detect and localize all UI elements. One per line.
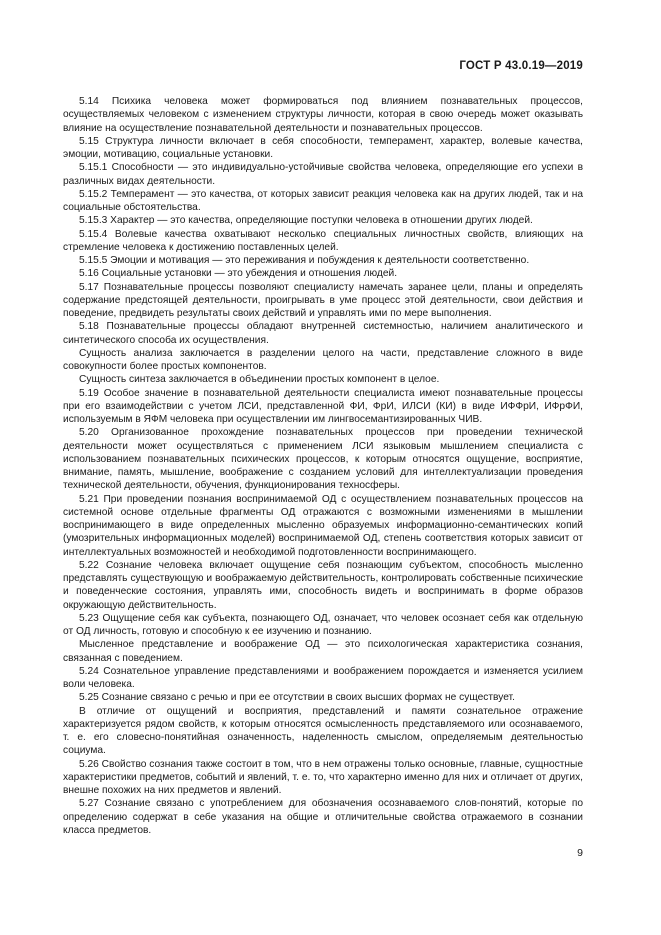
paragraph-consciousness-properties: В отличие от ощущений и восприятия, представлений и памяти сознательное отражение характеризуется рядом свойств, к которым относятся осмысленность представляемого или осознаваемого, т. е. его словесно-понятийная означенность, наделенность смыслом, определяемым деятельностью социума. [63, 705, 583, 757]
paragraph-5-16: 5.16 Социальные установки — это убеждения и отношения людей. [79, 268, 398, 280]
paragraph-5-20: 5.20 Организованное прохождение познавательных процессов при проведении технической деятельности может осуществляться с применением ЛСИ языковым мышлением специалиста с использованием познавательных психических процессов, к которым относятся ощущение, восприятие, внимание, память, мышление, воображение с созданием условий для интеллектуализации проведения технической деятельности, обучения, функционирования техносферы. [63, 427, 583, 492]
paragraph-mental-representation: Мысленное представление и воображение ОД — это психологическая характеристика сознания, связанная с поведением. [63, 639, 583, 664]
paragraph-5-17: 5.17 Познавательные процессы позволяют специалисту намечать заранее цели, планы и определять содержание предстоящей деятельности, проигрывать в уме процесс этой деятельности, свои действия и поведение, предвидеть результаты своих действий и управлять ими по мере выполнения. [63, 281, 583, 319]
paragraph-5-21: 5.21 При проведении познания воспринимаемой ОД с осуществлением познавательных процессов на системной основе отдельные фрагменты ОД отражаются с возможными изменениями в мышлении воспринимающего в виде определенных мысленно образуемых информационно-семантических копий (умозрительных информационных моделей) воспринимаемой ОД, степень соответствия которых зависит от интеллектуальных возможностей и необходимой подготовленности воспринимающего. [63, 493, 583, 558]
paragraph-5-19: 5.19 Особое значение в познавательной деятельности специалиста имеют познавательные процессы при его взаимодействии с учетом ЛСИ, представленной ФИ, ФрИ, ИЛСИ (КИ) в виде ИФФрИ, ИФрФИ, используемым в ЯФМ человека при осуществлении им лингвосемантизированных ЧИВ. [63, 387, 583, 425]
paragraph-5-15-4: 5.15.4 Волевые качества охватывают несколько специальных личностных свойств, влияющих на стремление человека к достижению поставленных целей. [63, 228, 583, 253]
paragraph-analysis: Сущность анализа заключается в разделении целого на части, представление сложного в виде совокупности более простых компонентов. [63, 347, 583, 372]
paragraph-5-18: 5.18 Познавательные процессы обладают внутренней системностью, наличием аналитического и синтетического способа их осуществления. [63, 321, 583, 346]
paragraph-5-23: 5.23 Ощущение себя как субъекта, познающего ОД, означает, что человек осознает себя как отдельную от ОД личность, готовую и способную к ее изучению и познанию. [63, 612, 583, 637]
paragraph-5-15-1: 5.15.1 Способности — это индивидуально-устойчивые свойства человека, определяющие его успехи в различных видах деятельности. [63, 162, 583, 187]
body-text [63, 95, 583, 837]
page-number: 9 [577, 847, 583, 859]
paragraph-5-24: 5.24 Сознательное управление представлениями и воображением порождается и изменяется усилием воли человека. [63, 665, 583, 690]
paragraph-5-15-3: 5.15.3 Характер — это качества, определяющие поступки человека в отношении других людей. [79, 215, 533, 227]
paragraph-5-14: 5.14 Психика человека может формироваться под влиянием познавательных процессов, осуществляемых человеком с изменением структуры личности, которая в свою очередь может оказывать влияние на осуществление познавательной деятельности и познавательных процессов. [63, 96, 583, 134]
paragraph-5-15-2: 5.15.2 Темперамент — это качества, от которых зависит реакция человека как на других людей, так и на социальные обстоятельства. [63, 188, 583, 213]
paragraph-5-22: 5.22 Сознание человека включает ощущение себя познающим субъектом, способность мысленно представлять существующую и воображаемую действительность, контролировать собственные психические и поведенческие состояния, управлять ими, способность видеть и воспринимать в форме образов окружающую действительность. [63, 559, 583, 611]
paragraph-5-15-5: 5.15.5 Эмоции и мотивация — это переживания и побуждения к деятельности соответственно. [79, 255, 530, 266]
paragraph-5-25: 5.25 Сознание связано с речью и при ее отсутствии в своих высших формах не существует. [79, 692, 515, 704]
paragraph-5-15: 5.15 Структура личности включает в себя способности, темперамент, характер, волевые качества, эмоции, мотивацию, социальные установки. [63, 135, 583, 160]
paragraph-5-27: 5.27 Сознание связано с употреблением для обозначения осознаваемого слов-понятий, которые по определению содержат в себе указания на общие и отличительные свойства отражаемого в сознании класса предметов. [63, 798, 583, 836]
paragraph-synthesis: Сущность синтеза заключается в объединении простых компонент в целое. [79, 374, 440, 386]
standard-header: ГОСТ Р 43.0.19—2019 [459, 60, 583, 72]
paragraph-5-26: 5.26 Свойство сознания также состоит в том, что в нем отражены только основные, главные, сущностные характеристики предметов, событий и явлений, т. е. то, что характерно именно для них и отличает от других, внешне похожих на них предметов и явлений. [63, 758, 583, 796]
